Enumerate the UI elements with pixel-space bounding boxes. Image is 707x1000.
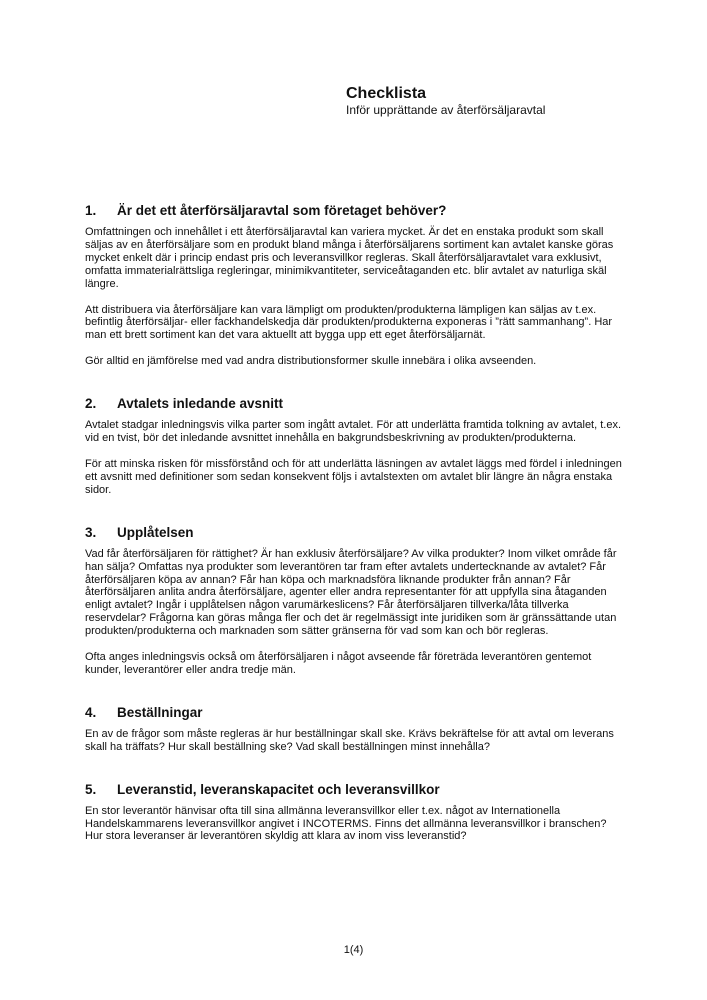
page-number: 1(4) [343,944,364,956]
document-section [85,396,622,497]
document-body [85,203,622,856]
section-paragraphs [85,805,622,844]
paragraph: En stor leverantör hänvisar ofta till sina allmänna leveransvillkor eller t.ex. något av Internationella Handelskammarens leveransvillkor angivet i INCOTERMS. Finns det allmänna leveransvillkor i branschen? Hur stora leveranser är leverantören skyldig att klara av inom viss leveranstid? [85,804,607,843]
document-section [85,705,622,754]
section-number: 4. [85,704,97,720]
section-heading [85,782,622,798]
section-heading [85,705,622,721]
section-number: 3. [85,524,97,540]
section-heading-text: Avtalets inledande avsnitt [117,396,284,412]
title-block [346,84,545,118]
paragraph: Vad får återförsäljaren för rättighet? Är han exklusiv återförsäljare? Av vilka produkter? Inom vilket område får han sälja? Omfattas nya produkter som leverantören tar fram efter avtalets undertecknande av avtalet? Får återförsäljaren köpa av annan? Får han köpa och marknadsföra liknande produkter från annan? Får återförsäljaren anlita andra återförsäljare, agenter eller andra representanter för att uppfylla sina åtaganden enligt avtalet? Ingår i upplåtelsen någon varumärkeslicens? Får återförsäljaren tillverka/låta tillverka reservdelar? Frågorna kan göras många fler och det är regelmässigt inte juridiken som är gränssättande utan produkten/produkterna och marknaden som sätter gränserna för vad som kan och bör regleras. [85,547,617,638]
paragraph: För att minska risken för missförstånd och för att underlätta läsningen av avtalet läggs med fördel i inledningen ett avsnitt med definitioner som sedan konsekvent följs i avtalstexten om avtalet blir längre än några enstaka sidor. [85,457,622,496]
section-heading [85,396,622,412]
document-section [85,782,622,844]
section-heading-text: Upplåtelsen [117,524,194,540]
section-heading [85,203,622,219]
section-heading-text: Leveranstid, leveranskapacitet och leveransvillkor [117,781,440,797]
section-heading-text: Beställningar [117,704,203,720]
section-paragraphs [85,548,622,677]
section-number: 1. [85,203,97,218]
document-section [85,203,622,368]
paragraph: Att distribuera via återförsäljare kan vara lämpligt om produkten/produkterna lämpligen kan säljas av t.ex. befintlig återförsäljar- eller fackhandelskedja där produkten/produkterna exponeras i ”rätt sammanhang”. Har man ett brett sortiment kan det vara aktuellt att bygga upp ett eget återförsäljarnät. [85,303,613,342]
paragraph: Avtalet stadgar inledningsvis vilka parter som ingått avtalet. För att underlätta framtida tolkning av avtalet, t.ex. vid en tvist, bör det inledande avsnittet innehålla en bakgrundsbeskrivning av produkten/produkterna. [85,419,622,445]
paragraph: Omfattningen och innehållet i ett återförsäljaravtal kan variera mycket. Är det en enstaka produkt som skall säljas av en återförsäljare som en produkt bland många i återförsäljarens sortiment kan avtalet kanske göras mycket enkelt där i princip endast pris och leveransvillkor regleras. Skall återförsäljaravtalet vara exklusivt, omfatta immaterialrättsliga regleringar, minimikvantiteter, serviceåtaganden etc. blir avtalet av naturliga skäl längre. [85,226,614,290]
section-heading [85,525,622,541]
paragraph: En av de frågor som måste regleras är hur beställningar skall ske. Krävs bekräftelse för att avtal om leverans skall ha träffats? Hur skall beställning ske? Vad skall beställningen minst innehålla? [85,727,614,753]
document-section [85,525,622,677]
section-paragraphs [85,728,622,754]
paragraph: Gör alltid en jämförelse med vad andra distributionsformer skulle innebära i olika avseenden. [85,355,537,368]
paragraph: Ofta anges inledningsvis också om återförsäljaren i något avseende får företräda leverantören gentemot kunder, leverantörer eller andra tredje män. [85,651,592,676]
section-number: 5. [85,781,97,797]
document-title: Checklista [346,85,427,102]
document-subtitle: Inför upprättande av återförsäljaravtal [346,103,546,117]
section-paragraphs [85,226,622,368]
section-heading-text: Är det ett återförsäljaravtal som företaget behöver? [117,203,447,218]
section-number: 2. [85,396,97,412]
section-paragraphs [85,419,622,497]
